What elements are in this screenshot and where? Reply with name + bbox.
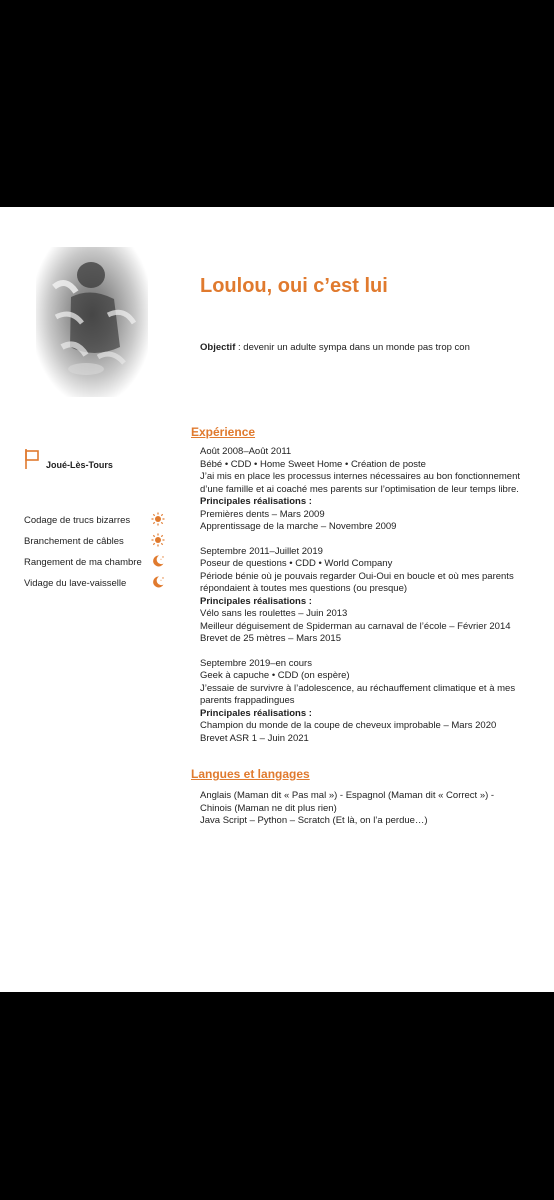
job-description: J’essaie de survivre à l’adolescence, au réchauffement climatique et à mes parents frappadingues — [200, 682, 516, 706]
experience-title: Expérience — [191, 425, 256, 439]
programming-languages-line: Java Script – Python – Scratch (Et là, on l’a perdue…) — [200, 815, 428, 826]
objective — [200, 342, 470, 353]
job-entry — [200, 658, 530, 746]
hobby-list — [24, 515, 174, 599]
job-period: Septembre 2019–en cours — [200, 657, 312, 669]
languages-line: Anglais (Maman dit « Pas mal ») - Espagnol (Maman dit « Correct ») - Chinois (Maman ne dit plus rien) — [200, 790, 495, 814]
job-position: Geek à capuche • CDD (on espère) — [200, 670, 350, 681]
job-period: Septembre 2011–Juillet 2019 — [200, 545, 323, 557]
job-period: Août 2008–Août 2011 — [200, 446, 292, 457]
objective-label: Objectif — [200, 342, 236, 353]
achievement: Premières dents – Mars 2009 — [200, 508, 325, 520]
achievement: Champion du monde de la coupe de cheveux improbable – Mars 2020 — [200, 720, 497, 731]
hobby-label: Branchement de câbles — [24, 536, 124, 547]
achievements-label: Principales réalisations : — [200, 707, 312, 719]
achievement: Brevet de 25 mètres – Mars 2015 — [200, 633, 341, 644]
job-entry — [200, 446, 530, 534]
job-position: Bébé • CDD • Home Sweet Home • Création de poste — [200, 458, 426, 470]
job-description: Période bénie où je pouvais regarder Oui-Oui en boucle et où mes parents répondaient à toutes mes questions (ou presque) — [200, 570, 514, 594]
achievement: Vélo sans les roulettes – Juin 2013 — [200, 608, 348, 619]
achievement: Meilleur déguisement de Spiderman au carnaval de l’école – Février 2014 — [200, 620, 511, 632]
objective-text: : devenir un adulte sympa dans un monde pas trop con — [235, 342, 470, 353]
hobby-label: Vidage du lave-vaisselle — [24, 578, 127, 589]
moon-icon — [151, 575, 165, 589]
hobby-item — [24, 578, 174, 599]
job-position: Poseur de questions • CDD • World Company — [200, 558, 393, 569]
hobby-label: Codage de trucs bizarres — [24, 515, 131, 526]
sun-icon — [151, 533, 165, 547]
job-description: J’ai mis en place les processus internes nécessaires au bon fonctionnement d’une famille et ai coaché mes parents sur l’optimisation de leur temps libre. — [200, 471, 521, 495]
hobby-label: Rangement de ma chambre — [24, 557, 142, 568]
achievements-label: Principales réalisations : — [200, 496, 312, 507]
job-entry — [200, 546, 530, 646]
achievement: Brevet ASR 1 – Juin 2021 — [200, 732, 309, 744]
languages-title: Langues et langages — [191, 767, 310, 781]
achievement: Apprentissage de la marche – Novembre 2009 — [200, 521, 397, 532]
location: Joué-Lès-Tours — [46, 460, 113, 470]
languages-content — [200, 790, 526, 828]
sun-icon — [151, 512, 165, 526]
child-photo-image — [36, 247, 148, 397]
signpost-icon — [24, 448, 40, 470]
experience-content — [200, 446, 530, 757]
person-name: Loulou, oui c’est lui — [200, 275, 388, 297]
profile-photo — [36, 247, 148, 397]
moon-icon — [151, 554, 165, 568]
resume-page — [0, 207, 554, 992]
achievements-label: Principales réalisations : — [200, 595, 312, 607]
